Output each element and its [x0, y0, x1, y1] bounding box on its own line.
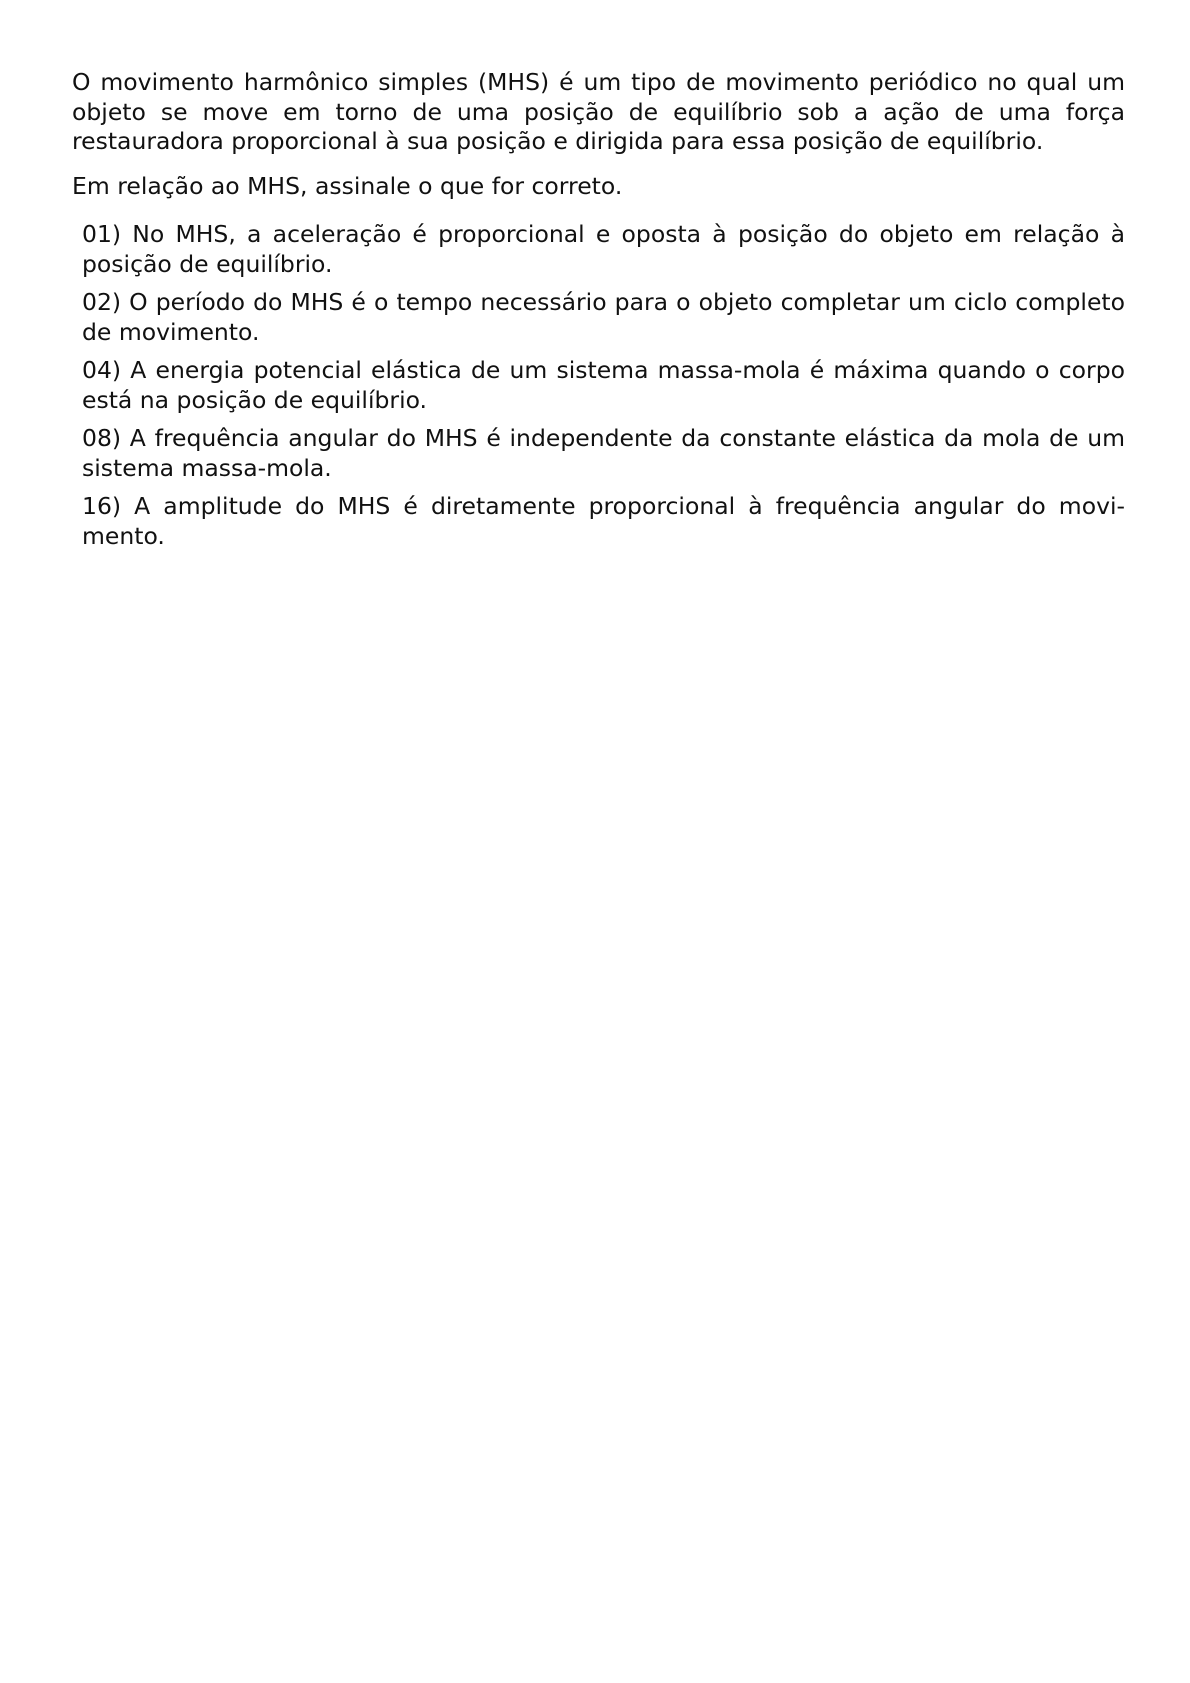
answer-option-08: 08) A frequência angular do MHS é independente da constante elástica da mola de um sistema massa-mola.: [82, 424, 1125, 482]
answer-option-01: 01) No MHS, a aceleração é proporcional e oposta à posição do objeto em relação à posição de equilíbrio.: [82, 220, 1125, 278]
answer-option-02: 02) O período do MHS é o tempo necessário para o objeto completar um ciclo completo de movimento.: [82, 288, 1125, 346]
intro-paragraph: O movimento harmônico simples (MHS) é um tipo de movimento periódico no qual um objeto se move em torno de uma posição de equilíbrio sob a ação de uma força restauradora proporcional à sua posição e dirigida para essa posição de equilíbrio.: [72, 68, 1125, 155]
question-prompt: Em relação ao MHS, assinale o que for correto.: [72, 171, 623, 200]
answer-options-list: [72, 220, 1125, 551]
document-page: [72, 68, 1125, 560]
answer-option-16: 16) A amplitude do MHS é diretamente proporcional à frequência angular do movimento.: [82, 492, 1125, 550]
answer-option-04: 04) A energia potencial elástica de um sistema massa-mola é máxima quando o corpo está na posição de equilíbrio.: [82, 356, 1125, 414]
